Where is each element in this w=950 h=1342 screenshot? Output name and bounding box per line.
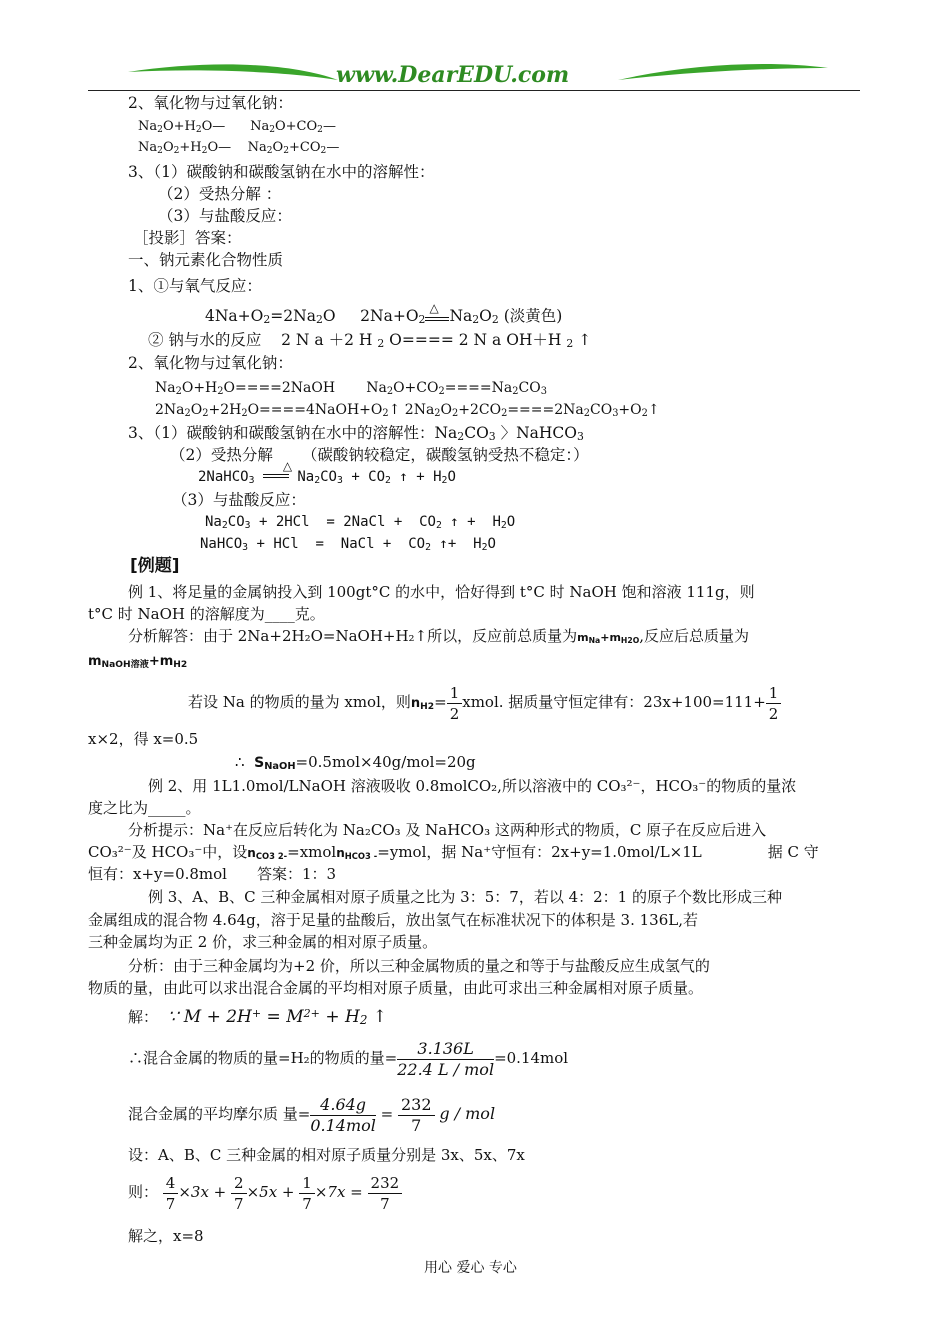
example3-line-c: 三种金属均为正 2 价，求三种金属的相对原子质量。 [88, 933, 438, 951]
line-acid-answer: （3）与盐酸反应： [172, 491, 306, 509]
line-oxygen-reaction: 1、①与氧气反应： [128, 277, 262, 295]
example3-line-b: 金属组成的混合物 4.64g，溶于足量的盐酸后，放出氢气在标准状况下的体积是 3. 136L,若 [88, 911, 698, 929]
example1-line-a: 例 1、将足量的金属钠投入到 100gt°C 的水中，恰好得到 t°C 时 NaOH 饱和溶液 111g，则 [128, 583, 755, 601]
equation-acid-1: $Na_2CO_3 + 2HCl$ = 2NaCl + $CO_2$ ↑ + $H_2O$ [205, 514, 516, 531]
example2-line-b: 度之比为_____。 [88, 799, 201, 817]
equation-row-2: $Na_2O_2+H_2O—$ $Na_2O_2+CO_2—$ [138, 140, 340, 156]
equation-sodium-water: ② 钠与水的反应 2 N a ＋2 H $_2$ O==== 2 N a OH＋H $_2$ ↑ [148, 331, 592, 350]
example2-line-a: 例 2、用 1L1.0mol/LNaOH 溶液吸收 0.8molCO₂,所以溶液中的 CO₃²⁻，HCO₃⁻的物质的量浓 [148, 777, 797, 795]
header-rule [88, 90, 860, 91]
equation-row-1: $Na_2O+H_2O—$ $Na_2O+CO_2—$ [138, 119, 336, 135]
mass-after-formula: $m_{NaOH溶液}+m_{H2}$ [88, 654, 188, 670]
line-solubility-answer: 3、（1）碳酸钠和碳酸氢钠在水中的溶解性：$Na_2CO_3$ 〉NaHCO$_3$ [128, 424, 584, 443]
line-projection-answer: ［投影］答案： [133, 229, 242, 247]
example3-line-e: 物质的量，由此可以求出混合金属的平均相对原子质量，由此可求出三种金属相对原子质量。 [88, 979, 704, 997]
equation-oxides-answer-1: $Na_2O+H_2O====2NaOH$ $Na_2O+CO_2====Na_2CO_3$ [155, 380, 547, 397]
line-acid-question: （3）与盐酸反应： [158, 207, 292, 225]
solution-moles: ∴混合金属的物质的量=H₂的物质的量= $\frac{3.136L}{\text{22.4 L / mol}}$ =0.14mol [128, 1038, 569, 1079]
example2-line-c: 分析提示：Na⁺在反应后转化为 Na₂CO₃ 及 NaHCO₃ 这两种形式的物质，C 原子在反应后进入 [128, 821, 767, 839]
line-oxides-answer-heading: 2、氧化物与过氧化钠： [128, 354, 293, 372]
header-banner [88, 58, 868, 92]
example3-line-d: 分析：由于三种金属均为+2 价，所以三种金属物质的量之和等于与盐酸反应生成氢气的 [128, 957, 710, 975]
line-section-title: 一、钠元素化合物性质 [128, 251, 284, 269]
solution-assumption: 设：A、B、C 三种金属的相对原子质量分别是 3x、5x、7x [128, 1146, 525, 1164]
example1-line-d: 若设 Na 的物质的量为 xmol，则$n_{H2}=$ $\frac{1}{2}$ xmol. 据质量守恒定律有：23x+100=111+ $\frac{1}{2}$ [188, 680, 781, 729]
solution-reaction: 解： ∵ $M + 2H^+ = M^{2+} + H_2$ ↑ [128, 1007, 388, 1027]
example3-line-a: 例 3、A、B、C 三种金属相对原子质量之比为 3：5：7，若以 4：2：1 的原子个数比形成三种 [148, 888, 782, 906]
solution-result: 解之，x=8 [128, 1227, 204, 1245]
example2-line-e: 恒有：x+y=0.8mol 答案：1：3 [88, 865, 337, 883]
example1-line-e: x×2，得 x=0.5 [88, 730, 199, 748]
equation-sodium-oxygen: $4Na+O_2=2Na_2O$ $2Na+O_2$ △ $Na_2O_2$ (淡黄色) [205, 301, 563, 326]
line-solubility-question: 3、（1）碳酸钠和碳酸氢钠在水中的溶解性： [128, 163, 435, 181]
example1-line-c: 分析解答：由于 2Na+2H₂O=NaOH+H₂↑所以，反应前总质量为$m_{Na}+m_{H2O}$,反应后总质量为 [128, 627, 750, 645]
footer-text: 用心 爱心 专心 [424, 1260, 517, 1276]
line-decomposition-question: （2）受热分解 ： [158, 185, 282, 203]
equation-acid-2: NaHCO$_3$ + HCl = NaCl + $CO_2$ ↑+ $H_2O$ [200, 536, 496, 553]
example-heading: [例题] [130, 556, 180, 576]
example1-line-f: ∴ $S_{NaOH}=0.5mol\times 40g/mol=20g$ [235, 753, 476, 772]
line-oxides-heading: 2、氧化物与过氧化钠： [128, 94, 293, 112]
solution-equation: 则： $\frac{4}{7}$ ×3x + $\frac{2}{7}$ ×5x + $\frac{1}{7}$ ×7x = $\frac{232}{7}$ [128, 1168, 402, 1216]
example2-line-d: CO₃²⁻及 HCO₃⁻中，设$n_{CO3 2-}=xmoln_{HCO3 -}=ymol$，据 Na⁺守恒有：2x+y=1.0mol/L×1L 据 C 守 [88, 843, 819, 861]
equation-oxides-answer-2: $2Na_2O_2+2H_2O====4NaOH+O_2↑$ $2Na_2O_2+2CO_2====2Na_2CO_3+O_2↑$ [155, 402, 660, 419]
logo-text: www.DearEDU.com [336, 62, 570, 88]
solution-molar-mass: 混合金属的平均摩尔质 量= $\frac{4.64g}{\text{0.14mol}}$ = $\frac{232}{7}$ g / mol [128, 1094, 496, 1135]
equation-decomposition: 2NaHCO$_3$ $Na_2CO_3 + CO_2$ ↑ + $H_2O$ [198, 469, 456, 486]
line-decomposition-answer: （2）受热分解 △ （碳酸钠较稳定，碳酸氢钠受热不稳定：） [170, 446, 589, 473]
example1-line-b: t°C 时 NaOH 的溶解度为____克。 [88, 605, 325, 623]
